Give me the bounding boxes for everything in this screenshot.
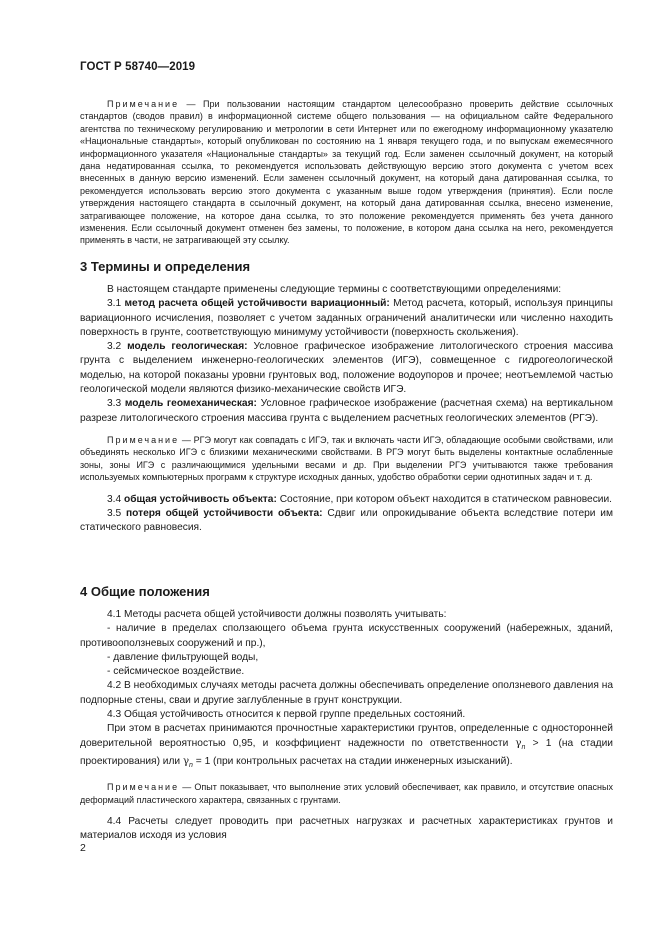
term-definition: Условное графическое изображение литологического строения массива грунта с выделением инженерно-геологических элементов (ИГЭ), совмещенное с гидрогеологической моделью, на которой показаны уровни грунтовых вод, положение водоупоров и прочее; неотъемлемой частью геологической модели являются физико-механические свойств ИГЭ. [80, 341, 613, 396]
section-terms [80, 259, 613, 274]
subscript-n: n [521, 743, 526, 751]
term-definition: Состояние, при котором объект находится в статическом равновесии. [276, 493, 613, 505]
section-heading: 4 Общие положения [80, 584, 210, 599]
terms-body [80, 283, 613, 535]
gamma-symbol: γ [515, 737, 522, 749]
section-heading: 3 Термины и определения [80, 259, 251, 274]
term-3-1: 3.1 метод расчета общей устойчивости вариационный: Метод расчета, который, используя принципы вариационного исчисления, позволяет с учетом заданных ограничений аналитически или численно находить поверхность в грунте, соответствующую минимуму устойчивости (поверхность скольжения). [80, 298, 613, 338]
list-item: - давление фильтрующей воды, [107, 651, 259, 663]
clause-note [80, 781, 613, 806]
page-number: 2 [80, 842, 86, 854]
note-label: Примечание [107, 434, 180, 445]
general-body [80, 608, 613, 844]
term-definition: Условное графическое изображение (расчетная схема) на вертикальном разрезе литологического строения массива грунта с выделением расчетных геологических элементов (РГЭ). [80, 398, 613, 424]
term-title: метод расчета общей устойчивости вариационный: [124, 298, 390, 310]
clause-4-2: 4.2 В необходимых случаях методы расчета должны обеспечивать определение оползневого давления на подпорные стены, сваи и другие заглубленные в грунт конструкции. [80, 680, 613, 706]
note-text: — При пользовании настоящим стандартом целесообразно проверить действие ссылочных стандартов (сводов правил) в информационной системе общего пользования — на официальном сайте Федерального агентства по техническому регулированию и метрологии в сети Интернет или по ежегодному информационному указателю «Национальные стандарты», который опубликован по состоянию на 1 января текущего года, и по выпускам ежемесячного информационного указателя «Национальные стандарты» за текущий год. Если заменен ссылочный документ, на который дана недатированная ссылка, то рекомендуется использовать действующую версию этого документа с учетом всех внесенных в данную версию изменений. Если заменен ссылочный документ, на который дана датированная ссылка, то рекомендуется использовать версию этого документа с указанным выше годом утверждения (принятия). Если после утверждения настоящего стандарта в ссылочный документ, на который дана датированная ссылка, внесено изменение, затрагивающее положение, на которое дана ссылка, то это положение рекомендуется применять без учета данного изменения. Если ссылочный документ отменен без замены, то положение, в котором дана ссылка на него, рекомендуется применять в части, не затрагивающей эту ссылку. [80, 99, 613, 246]
term-title: модель геомеханическая: [124, 398, 257, 410]
section-general [80, 584, 613, 599]
term-title: модель геологическая: [127, 341, 248, 353]
term-definition: Метод расчета, который, используя принципы вариационного исчисления, позволяет с учетом заданных ограничений аналитически или численно находить поверхность в грунте, соответствующую минимуму устойчивости (поверхность скольжения). [80, 298, 613, 338]
list-item: - сейсмическое воздействие. [107, 666, 245, 678]
note-label: Примечание [107, 99, 180, 109]
note-text: — РГЭ могут как совпадать с ИГЭ, так и включать части ИГЭ, обладающие особыми свойствами, или объединять несколько ИГЭ с близкими механическими свойствами. В РГЭ могут быть выделены контактные ослабленные зоны, зоны ИГЭ с различающимися удельными весами и др. При выделении РГЭ учитываются также требования используемых компьютерных программ к структуре исходных данных, удобство обработки серии однотипных задач и т. д. [80, 434, 613, 483]
list-item: - наличие в пределах сползающего объема грунта искусственных сооружений (набережных, зданий, противооползневых сооружений и пр.), [80, 623, 613, 649]
clause-4-3-reliability: При этом в расчетах принимаются прочностные характеристики грунтов, определенные с односторонней доверительной вероятностью 0,95, и коэффициент надежности по ответственности $\gamma_n > 1$ (на стадии проектирования) или $\gamma_n = 1$ (при контрольных расчетах на стадии инженерных изысканий). [80, 723, 613, 770]
note-text: — Опыт показывает, что выполнение этих условий обеспечивает, как правило, и отсутствие опасных деформаций пластического характера, связанных с грунтами. [80, 782, 613, 805]
term-title: потеря общей устойчивости объекта: [125, 507, 323, 519]
subscript-n: n [189, 762, 193, 770]
term-3-4: 3.4 общая устойчивость объекта: Состояние, при котором объект находится в статическом равновесии. [107, 493, 613, 505]
clause-4-1: 4.1 Методы расчета общей устойчивости должны позволять учитывать: [107, 609, 447, 620]
term-note [80, 434, 613, 484]
clause-4-3: 4.3 Общая устойчивость относится к первой группе предельных состояний. [107, 709, 466, 721]
term-3-3: 3.3 модель геомеханическая: Условное графическое изображение (расчетная схема) на вертикальном разрезе литологического строения массива грунта с выделением расчетных геологических элементов (РГЭ). [80, 398, 613, 424]
gamma-symbol: γ [182, 756, 190, 767]
reference-note [80, 98, 613, 247]
term-definition: Сдвиг или опрокидывание объекта вследствие потери им статического равновесия. [80, 507, 613, 534]
clause-4-4: 4.4 Расчеты следует проводить при расчетных нагрузках и расчетных характеристиках грунтов и материалов исходя из условия [80, 816, 613, 842]
term-title: общая устойчивость объекта: [124, 493, 277, 505]
term-3-2: 3.2 модель геологическая: Условное графическое изображение литологического строения массива грунта с выделением инженерно-геологических элементов (ИГЭ), совмещенное с гидрогеологической моделью, на которой показаны уровни грунтовых вод, положение водоупоров и прочее; неотъемлемой частью геологической модели являются физико-механические свойств ИГЭ. [80, 341, 613, 396]
standard-header: ГОСТ Р 58740—2019 [80, 61, 196, 73]
note-label: Примечание [107, 782, 180, 793]
term-3-5: 3.5 потеря общей устойчивости объекта: Сдвиг или опрокидывание объекта вследствие потери им статического равновесия. [80, 507, 613, 534]
terms-intro: В настоящем стандарте применены следующие термины с соответствующими определениями: [107, 284, 562, 295]
